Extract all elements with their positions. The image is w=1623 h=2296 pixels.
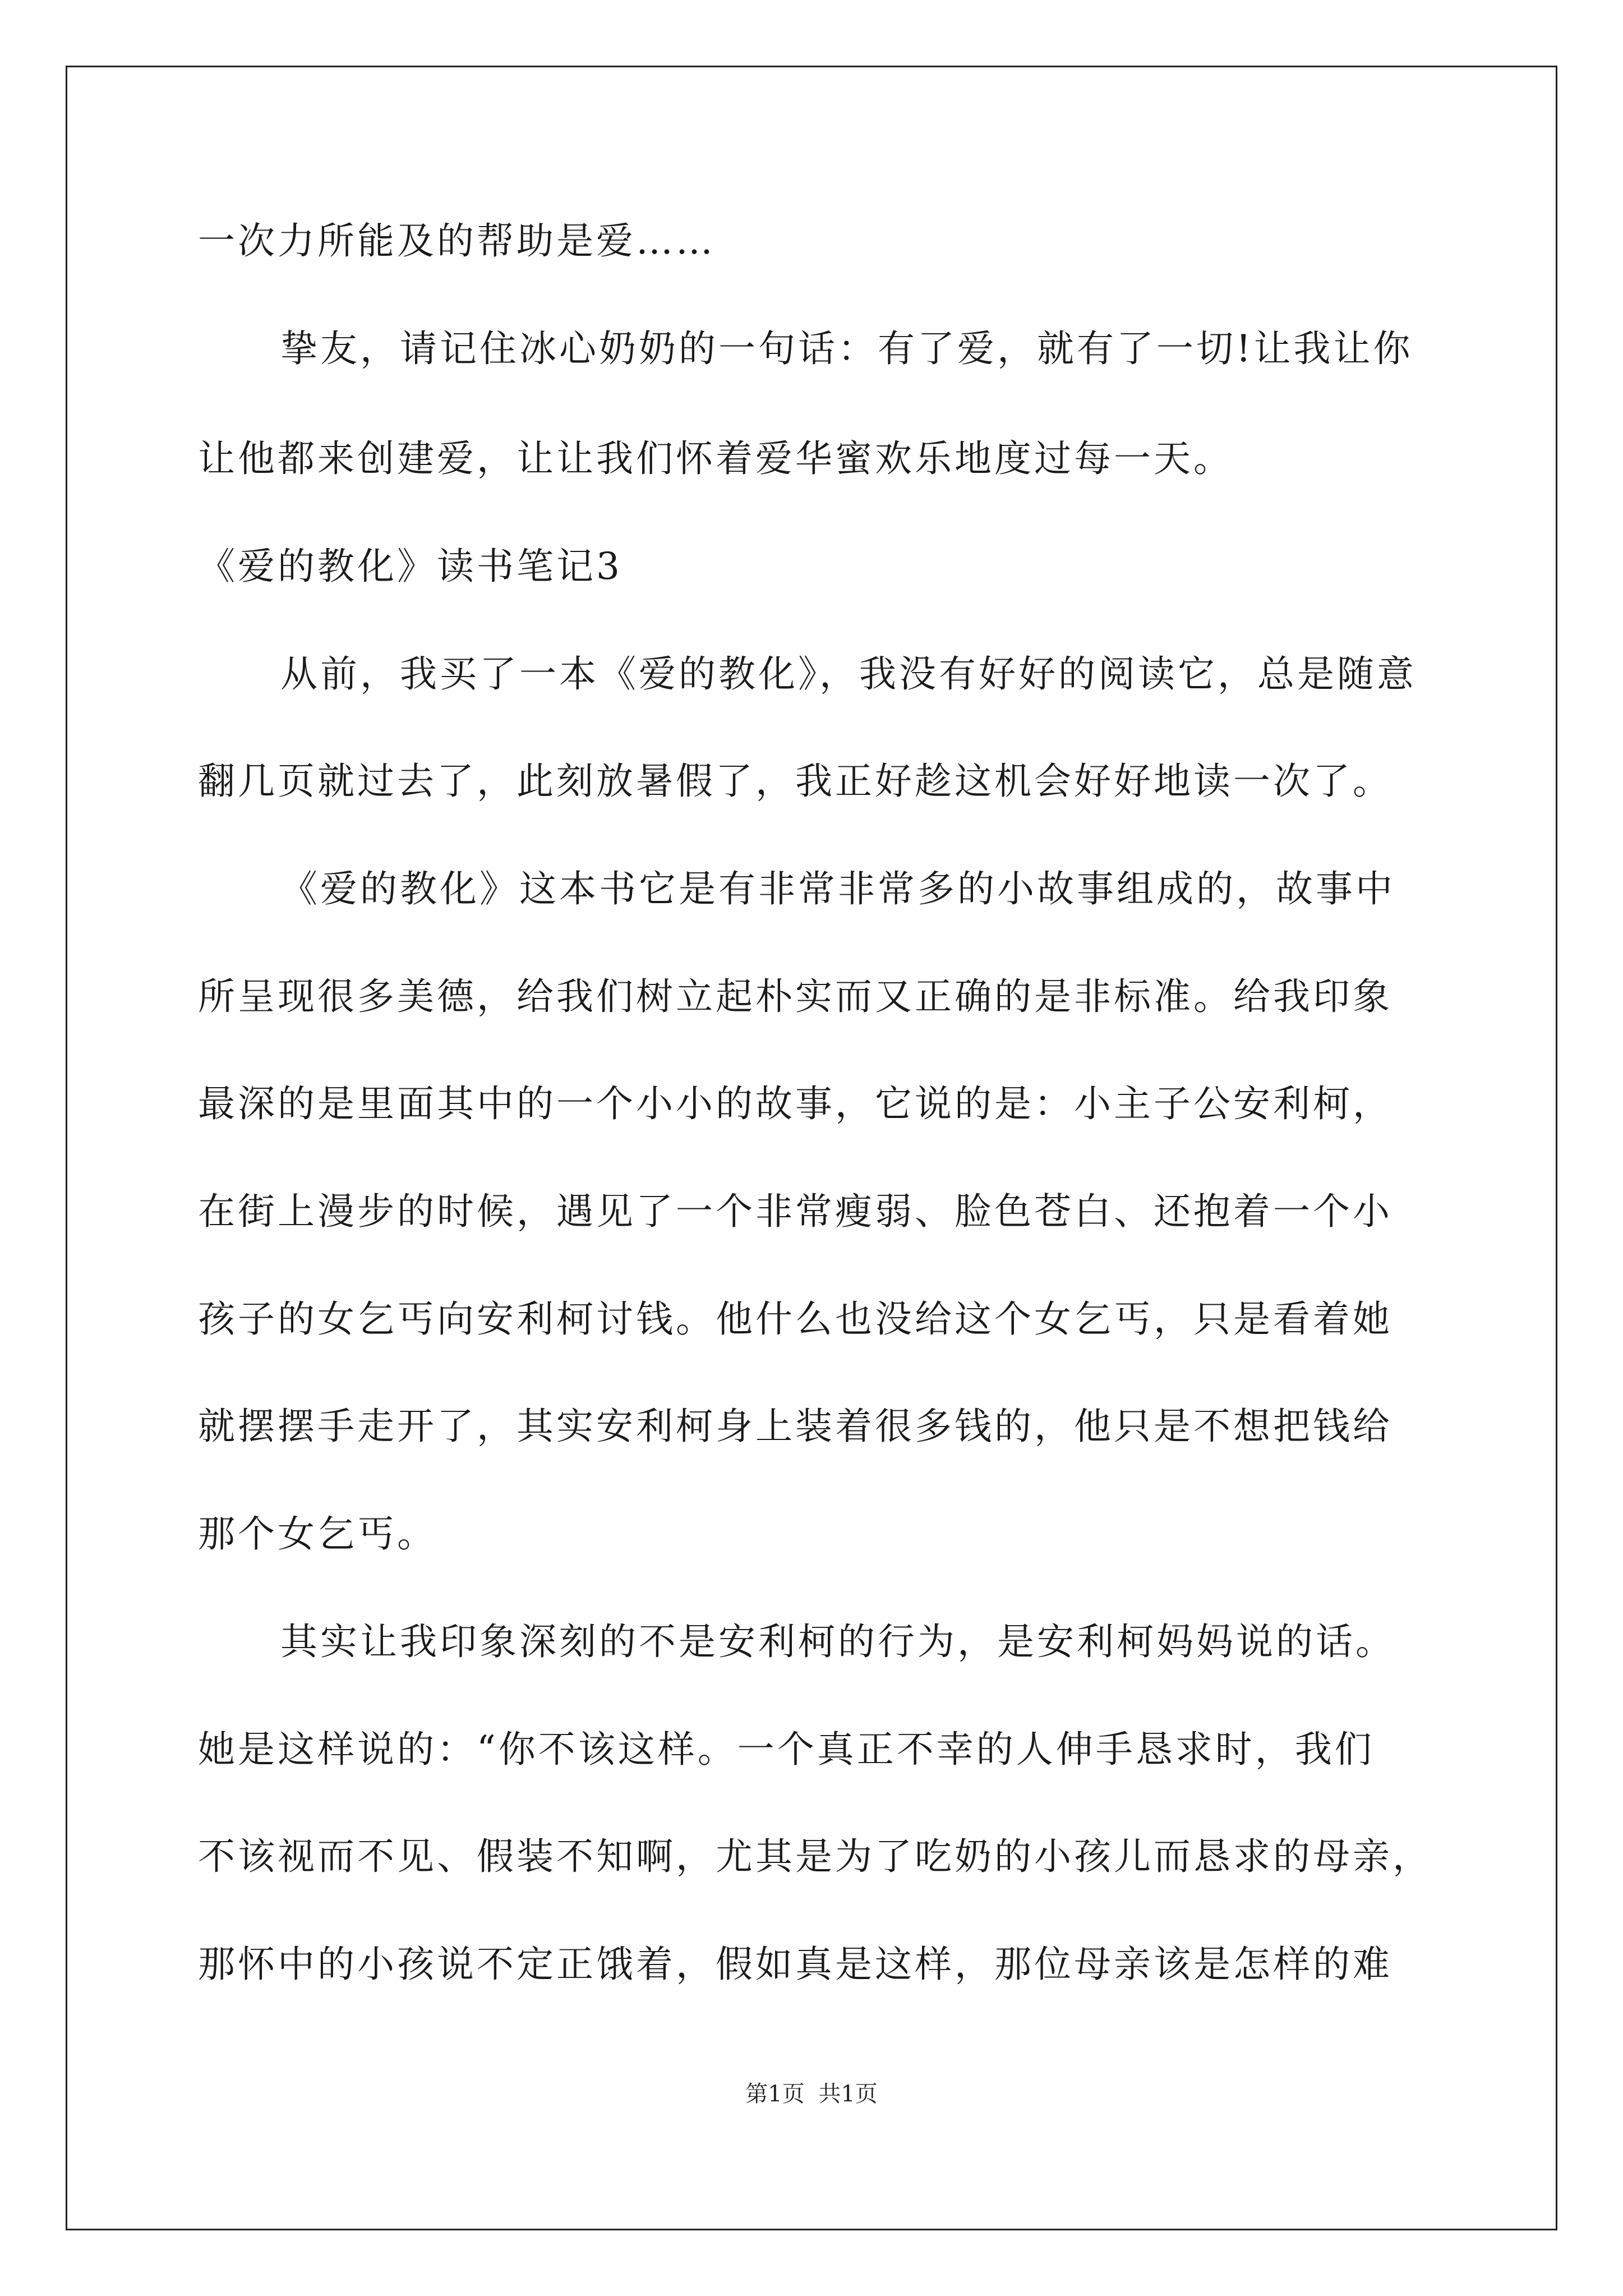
text-line: 所呈现很多美德，给我们树立起朴实而又正确的是非标准。给我印象 (198, 975, 1393, 1018)
text-line: 孩子的女乞丐向安利柯讨钱。他什么也没给这个女乞丐，只是看着她 (198, 1297, 1393, 1341)
page-border (66, 66, 1557, 2230)
text-line: 她是这样说的：“你不该这样。一个真正不幸的人伸手恳求时，我们 (198, 1728, 1375, 1771)
text-line: 其实让我印象深刻的不是安利柯的行为，是安利柯妈妈说的话。 (280, 1620, 1395, 1663)
text-line: 翻几页就过去了，此刻放暑假了，我正好趁这机会好好地读一次了。 (198, 760, 1393, 803)
text-line: 《爱的教化》这本书它是有非常非常多的小故事组成的，故事中 (280, 867, 1395, 910)
text-line: 一次力所能及的帮助是爱…… (198, 219, 716, 263)
section-heading: 《爱的教化》读书笔记3 (198, 545, 623, 588)
page-footer (0, 2080, 1623, 2108)
text-line: 在街上漫步的时候，遇见了一个非常瘦弱、脸色苍白、还抱着一个小 (198, 1190, 1393, 1233)
text-line: 最深的是里面其中的一个小小的故事，它说的是：小主子公安利柯， (198, 1082, 1393, 1125)
text-line: 就摆摆手走开了，其实安利柯身上装着很多钱的，他只是不想把钱给 (198, 1405, 1393, 1448)
page-total: 共1页 (818, 2081, 878, 2107)
text-line: 那个女乞丐。 (198, 1512, 437, 1556)
text-line: 从前，我买了一本《爱的教化》，我没有好好的阅读它，总是随意 (280, 652, 1417, 696)
page-number: 第1页 (745, 2081, 805, 2107)
text-line: 让他都来创建爱，让让我们怀着爱华蜜欢乐地度过每一天。 (198, 437, 1233, 480)
text-line: 那怀中的小孩说不定正饿着，假如真是这样，那位母亲该是怎样的难 (198, 1943, 1393, 1986)
text-line: 挚友，请记住冰心奶奶的一句话：有了爱，就有了一切!让我让你 (280, 327, 1413, 370)
text-line: 不该视而不见、假装不知啊，尤其是为了吃奶的小孩儿而恳求的母亲， (198, 1835, 1432, 1878)
